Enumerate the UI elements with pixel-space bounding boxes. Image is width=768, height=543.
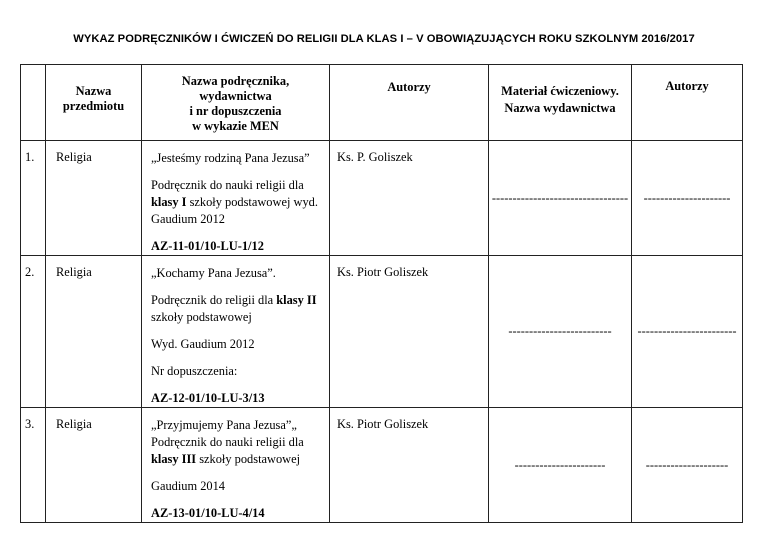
approval-number: AZ-11-01/10-LU-1/12 xyxy=(151,239,264,253)
header-row xyxy=(21,65,743,141)
header-subject: Nazwa przedmiotu xyxy=(46,65,142,141)
row-subject: Religia xyxy=(46,408,142,523)
row-number: 1. xyxy=(21,141,46,256)
document-title: WYKAZ PODRĘCZNIKÓW I ĆWICZEŃ DO RELIGII DLA KLAS I – V OBOWIĄZUJĄCYCH ROKU SZKOLNYM 2016/2017 xyxy=(73,33,695,45)
row-number: 3. xyxy=(21,408,46,523)
row-authors: Ks. Piotr Goliszek xyxy=(330,408,489,523)
header-workbook: Materiał ćwiczeniowy. Nazwa wydawnictwa xyxy=(489,65,632,141)
row-workbook-authors: -------------------- xyxy=(632,408,743,523)
header-authors-workbook: Autorzy xyxy=(632,65,743,141)
table-row xyxy=(21,256,743,408)
approval-number: AZ-13-01/10-LU-4/14 xyxy=(151,506,265,520)
publisher: Gaudium 2014 xyxy=(151,479,225,493)
textbook-table xyxy=(20,64,743,523)
textbook-description: Podręcznik do nauki religii dla klasy I szkoły podstawowej wyd. Gaudium 2012 xyxy=(151,178,318,226)
table-row xyxy=(21,141,743,256)
row-workbook: --------------------------------- xyxy=(489,141,632,256)
textbook-description: „Przyjmujemy Pana Jezusa”„ Podręcznik do nauki religii dla klasy III szkoły podstawowej xyxy=(151,418,304,466)
row-subject: Religia xyxy=(46,256,142,408)
row-workbook-authors: --------------------- xyxy=(632,141,743,256)
row-workbook: ---------------------- xyxy=(489,408,632,523)
textbook-title: „Kochamy Pana Jezusa”. xyxy=(151,266,276,280)
publisher: Wyd. Gaudium 2012 xyxy=(151,337,255,351)
textbook-description: Podręcznik do religii dla klasy II szkoły podstawowej xyxy=(151,293,317,324)
row-authors: Ks. P. Goliszek xyxy=(330,141,489,256)
row-workbook-authors: ------------------------ xyxy=(632,256,743,408)
row-subject: Religia xyxy=(46,141,142,256)
table-row xyxy=(21,408,743,523)
approval-number: AZ-12-01/10-LU-3/13 xyxy=(151,391,265,405)
header-authors: Autorzy xyxy=(330,65,489,141)
header-lp xyxy=(21,65,46,141)
row-textbook xyxy=(142,256,330,408)
row-textbook xyxy=(142,408,330,523)
row-number: 2. xyxy=(21,256,46,408)
textbook-title: „Jesteśmy rodziną Pana Jezusa” xyxy=(151,151,310,165)
row-authors: Ks. Piotr Goliszek xyxy=(330,256,489,408)
row-workbook: ------------------------- xyxy=(489,256,632,408)
row-textbook xyxy=(142,141,330,256)
header-textbook: Nazwa podręcznika, wydawnictwa i nr dopuszczenia w wykazie MEN xyxy=(142,65,330,141)
approval-label: Nr dopuszczenia: xyxy=(151,364,238,378)
